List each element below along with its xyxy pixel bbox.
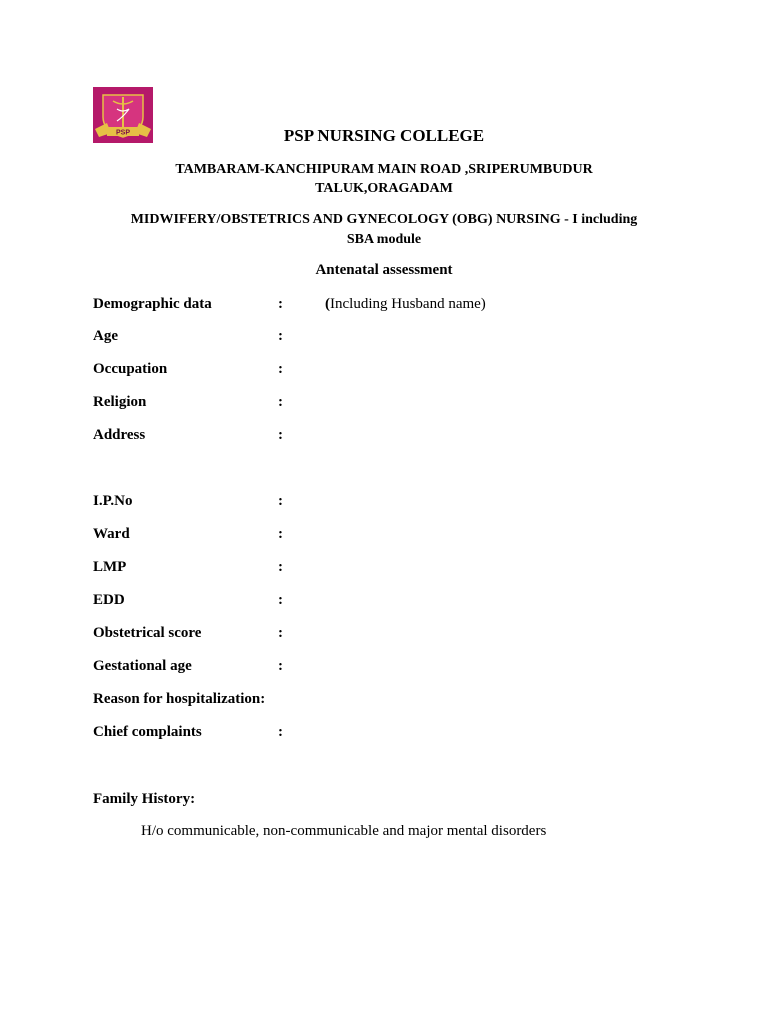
logo-text: PSP bbox=[115, 129, 131, 137]
family-history-text: H/o communicable, non-communicable and major mental disorders bbox=[141, 823, 547, 839]
age-colon: : bbox=[278, 328, 283, 344]
demographic-colon: : bbox=[278, 296, 283, 312]
gestational-age-label: Gestational age bbox=[93, 658, 192, 674]
obstetrical-score-colon: : bbox=[278, 625, 283, 641]
course-line-1: MIDWIFERY/OBSTETRICS AND GYNECOLOGY (OBG) NURSING - I including bbox=[130, 212, 638, 227]
demographic-label: Demographic data bbox=[93, 296, 212, 312]
address-line-2: TALUK,ORAGADAM bbox=[315, 181, 453, 196]
edd-colon: : bbox=[278, 592, 283, 608]
address-line-1: TAMBARAM-KANCHIPURAM MAIN ROAD ,SRIPERUMBUDUR bbox=[175, 162, 593, 177]
occupation-colon: : bbox=[278, 361, 283, 377]
address-label: Address bbox=[93, 427, 146, 443]
demographic-note bbox=[325, 296, 486, 313]
section-title: Antenatal assessment bbox=[315, 262, 453, 278]
address-colon: : bbox=[278, 427, 283, 443]
religion-label: Religion bbox=[93, 394, 147, 410]
chief-complaints-colon: : bbox=[278, 724, 283, 740]
occupation-label: Occupation bbox=[93, 361, 168, 377]
ipno-colon: : bbox=[278, 493, 283, 509]
religion-colon: : bbox=[278, 394, 283, 410]
chief-complaints-label: Chief complaints bbox=[93, 724, 202, 740]
college-address bbox=[0, 160, 768, 198]
college-name: PSP NURSING COLLEGE bbox=[283, 126, 485, 145]
edd-label: EDD bbox=[93, 592, 125, 608]
reason-for-hospitalization-label: Reason for hospitalization: bbox=[93, 691, 266, 707]
obstetrical-score-label: Obstetrical score bbox=[93, 625, 202, 641]
ipno-label: I.P.No bbox=[93, 493, 133, 509]
demographic-note-text: Including Husband name) bbox=[330, 296, 486, 312]
course-title bbox=[64, 210, 704, 250]
lmp-label: LMP bbox=[93, 559, 127, 575]
lmp-colon: : bbox=[278, 559, 283, 575]
demographic-note-paren: ( bbox=[325, 296, 330, 312]
gestational-age-colon: : bbox=[278, 658, 283, 674]
family-history-heading: Family History: bbox=[93, 791, 196, 807]
course-line-2: SBA module bbox=[346, 232, 422, 247]
ward-label: Ward bbox=[93, 526, 130, 542]
ward-colon: : bbox=[278, 526, 283, 542]
age-label: Age bbox=[93, 328, 118, 344]
